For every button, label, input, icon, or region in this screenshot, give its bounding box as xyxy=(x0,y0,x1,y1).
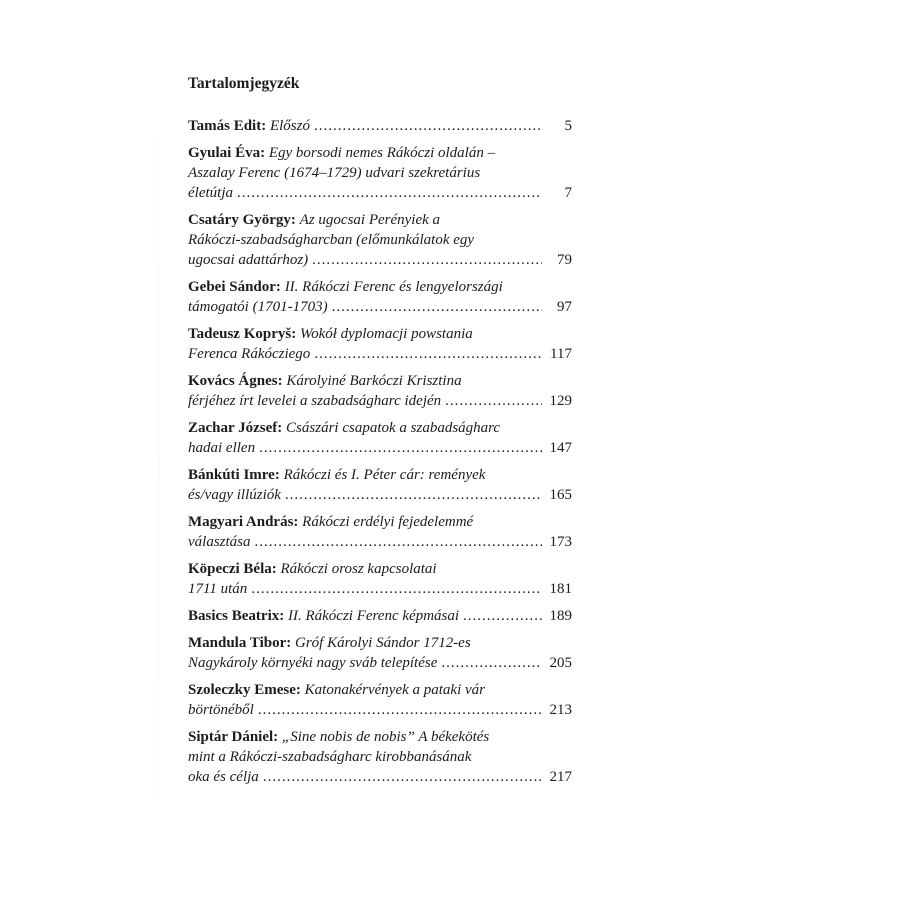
toc-entries xyxy=(188,116,572,787)
toc-entry-title-line: II. Rákóczi Ferenc és lengyelországi xyxy=(284,279,503,295)
toc-entry-last-line xyxy=(188,250,572,270)
dot-leader xyxy=(251,579,542,599)
toc-entry-author: Szoleczky Emese: xyxy=(188,682,301,698)
toc-entry-title-line: Katonakérvények a pataki vár xyxy=(304,682,485,698)
toc-entry-line xyxy=(188,210,572,230)
toc-entry xyxy=(188,727,572,787)
dot-leader xyxy=(314,116,542,136)
toc-entry-title-line: II. Rákóczi Ferenc képmásai xyxy=(287,608,460,624)
toc-entry-title-line: Nagykároly környéki nagy sváb telepítése xyxy=(188,655,438,671)
page-number: 7 xyxy=(564,185,572,201)
toc-entry-title-line: Aszalay Ferenc (1674–1729) udvari szekretárius xyxy=(188,165,481,181)
page-number: 189 xyxy=(549,608,572,624)
toc-heading: Tartalomjegyzék xyxy=(188,75,300,92)
page-number: 173 xyxy=(549,534,572,550)
toc-entry xyxy=(188,465,572,505)
page-number: 205 xyxy=(549,655,572,671)
toc-entry-author: Siptár Dániel: xyxy=(188,729,279,745)
toc-entry-title-line: mint a Rákóczi-szabadságharc kirobbanásának xyxy=(188,749,472,765)
toc-entry-title-line: Rákóczi erdélyi fejedelemmé xyxy=(302,514,474,530)
toc-entry-text xyxy=(188,116,310,136)
dot-leader xyxy=(263,767,542,787)
toc-entry-title-line: Császári csapatok a szabadságharc xyxy=(286,420,501,436)
toc-entry xyxy=(188,418,572,458)
page-number: 213 xyxy=(549,702,572,718)
dot-leader xyxy=(314,344,542,364)
toc-entry xyxy=(188,680,572,720)
toc-entry-title-line: férjéhez írt levelei a szabadságharc idején xyxy=(188,393,442,409)
toc-entry-line xyxy=(188,465,572,485)
toc-entry xyxy=(188,371,572,411)
dot-leader xyxy=(255,532,542,552)
toc-entry xyxy=(188,116,572,136)
toc-entry-last-line xyxy=(188,438,572,458)
toc-entry-title-line: Rákóczi orosz kapcsolatai xyxy=(280,561,437,577)
dot-leader xyxy=(441,653,542,673)
toc-entry-title-line: 1711 után xyxy=(188,581,248,597)
toc-entry-author: Kovács Ágnes: xyxy=(188,373,283,389)
toc-entry-title-line: Előszó xyxy=(269,118,310,134)
toc-entry-author: Mandula Tibor: xyxy=(188,635,292,651)
toc-entry-line xyxy=(188,230,572,250)
toc-entry-last-line xyxy=(188,183,572,203)
toc-entry-last-line xyxy=(188,297,572,317)
toc-entry-last-line xyxy=(188,606,572,626)
toc-entry-title-line: választása xyxy=(188,534,251,550)
toc-entry-line xyxy=(188,371,572,391)
toc-entry-last-line xyxy=(188,485,572,505)
toc-entry-title-line: Károlyiné Barkóczi Krisztina xyxy=(286,373,462,389)
page-fold-shadow xyxy=(158,60,159,880)
toc-entry-author: Tadeusz Kopryš: xyxy=(188,326,297,342)
toc-entry-line xyxy=(188,418,572,438)
toc-entry xyxy=(188,277,572,317)
toc-entry-text xyxy=(188,606,459,626)
toc-entry-last-line xyxy=(188,653,572,673)
toc-entry-author: Basics Beatrix: xyxy=(188,608,285,624)
dot-leader xyxy=(237,183,542,203)
page-number: 97 xyxy=(557,299,572,315)
page-number: 117 xyxy=(550,346,572,362)
toc-entry-title-line: Az ugocsai Perényiek a xyxy=(299,212,441,228)
toc-entry xyxy=(188,559,572,599)
toc-entry xyxy=(188,210,572,270)
toc-entry-last-line xyxy=(188,532,572,552)
page-number: 217 xyxy=(549,769,572,785)
toc-entry-author: Bánkúti Imre: xyxy=(188,467,280,483)
toc-entry-title-line: hadai ellen xyxy=(188,440,256,456)
page-number: 79 xyxy=(557,252,572,268)
toc-entry xyxy=(188,512,572,552)
toc-entry-line xyxy=(188,163,572,183)
toc-entry-title-line: „Sine nobis de nobis” A békekötés xyxy=(281,729,490,745)
toc-entry xyxy=(188,606,572,626)
dot-leader xyxy=(312,250,542,270)
toc-entry-title-line: Wokół dyplomacji powstania xyxy=(299,326,473,342)
toc-entry-title-line: Gróf Károlyi Sándor 1712-es xyxy=(294,635,471,651)
toc-entry xyxy=(188,633,572,673)
toc-entry-title-line: életútja xyxy=(188,185,233,201)
toc-entry-title-line: börtönéből xyxy=(188,702,254,718)
toc-entry-line xyxy=(188,633,572,653)
toc-entry-title-line: Rákóczi és I. Péter cár: remények xyxy=(283,467,486,483)
toc-entry-author: Gyulai Éva: xyxy=(188,145,266,161)
toc-entry-title-line: oka és célja xyxy=(188,769,259,785)
toc-entry-last-line xyxy=(188,767,572,787)
toc-entry-line xyxy=(188,143,572,163)
table-of-contents xyxy=(188,74,572,794)
toc-entry-author: Csatáry György: xyxy=(188,212,296,228)
toc-entry-title-line: támogatói (1701-1703) xyxy=(188,299,328,315)
toc-entry-author: Tamás Edit: xyxy=(188,118,267,134)
toc-entry-title-line: ugocsai adattárhoz) xyxy=(188,252,309,268)
toc-entry-line xyxy=(188,680,572,700)
page-number: 129 xyxy=(549,393,572,409)
dot-leader xyxy=(258,700,542,720)
dot-leader xyxy=(332,297,542,317)
toc-entry-line xyxy=(188,559,572,579)
toc-entry-author: Köpeczi Béla: xyxy=(188,561,277,577)
dot-leader xyxy=(285,485,542,505)
toc-entry-author: Magyari András: xyxy=(188,514,299,530)
toc-entry-title-line: Rákóczi-szabadságharcban (előmunkálatok egy xyxy=(188,232,475,248)
dot-leader xyxy=(445,391,542,411)
toc-entry-line xyxy=(188,324,572,344)
toc-entry-author: Gebei Sándor: xyxy=(188,279,281,295)
page-number: 5 xyxy=(564,118,572,134)
toc-entry-author: Zachar József: xyxy=(188,420,283,436)
toc-entry-line xyxy=(188,277,572,297)
toc-entry-line xyxy=(188,512,572,532)
page-number: 165 xyxy=(549,487,572,503)
toc-entry-title-line: és/vagy illúziók xyxy=(188,487,281,503)
toc-entry-last-line xyxy=(188,700,572,720)
toc-entry-last-line xyxy=(188,344,572,364)
toc-entry xyxy=(188,324,572,364)
dot-leader xyxy=(259,438,542,458)
toc-entry-last-line xyxy=(188,579,572,599)
toc-entry-line xyxy=(188,747,572,767)
page-number: 181 xyxy=(549,581,572,597)
toc-entry-last-line xyxy=(188,391,572,411)
toc-entry-last-line xyxy=(188,116,572,136)
toc-entry xyxy=(188,143,572,203)
page-number: 147 xyxy=(549,440,572,456)
toc-entry-line xyxy=(188,727,572,747)
toc-entry-title-line: Egy borsodi nemes Rákóczi oldalán – xyxy=(268,145,496,161)
toc-entry-title-line: Ferenca Rákócziego xyxy=(188,346,311,362)
dot-leader xyxy=(463,606,542,626)
